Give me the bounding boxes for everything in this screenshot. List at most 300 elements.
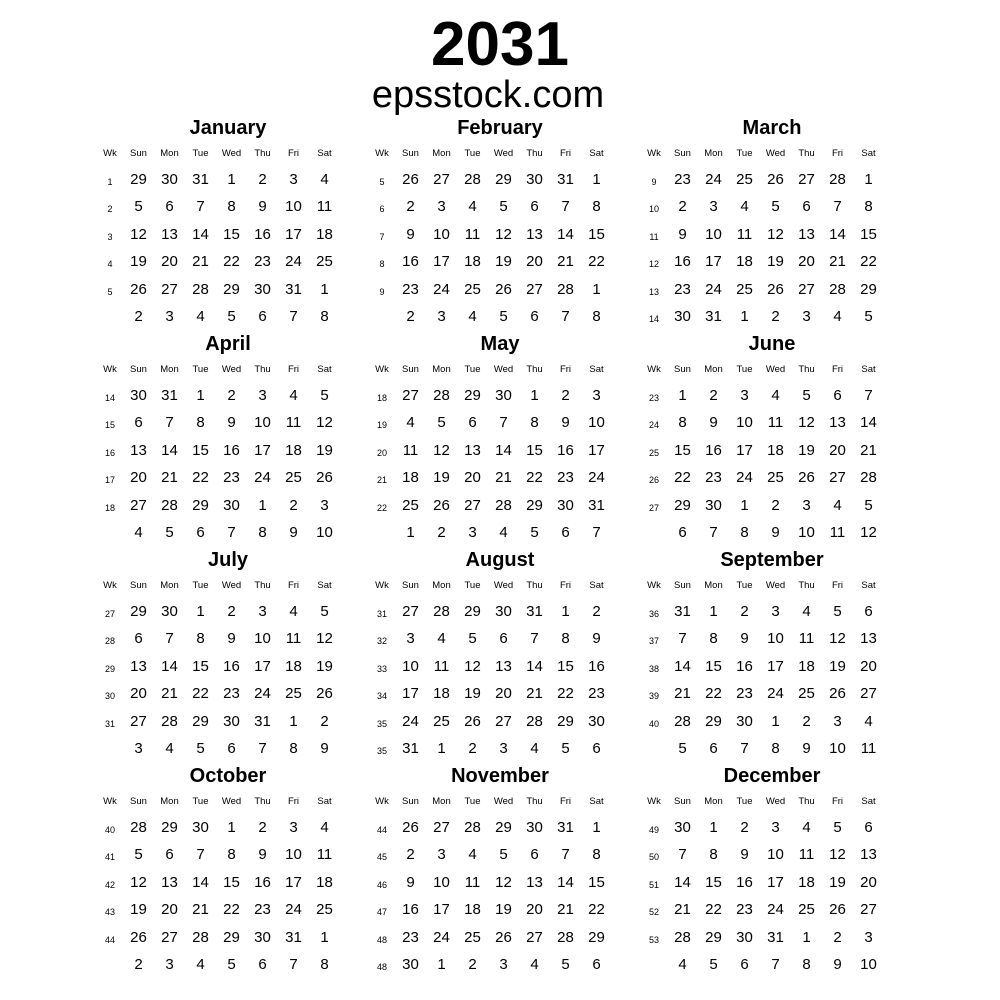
week-number: 13 [648, 286, 659, 297]
day-cell: 1 [320, 280, 329, 298]
day-cell: 26 [495, 280, 512, 298]
day-cell: 26 [829, 901, 846, 919]
weekday-header: Wed [493, 364, 514, 375]
day-cell: 31 [285, 928, 302, 946]
day-cell: 17 [254, 657, 271, 675]
day-cell: 21 [674, 685, 691, 703]
day-cell: 3 [165, 308, 174, 325]
day-cell: 23 [588, 685, 605, 703]
day-cell: 29 [860, 280, 877, 298]
day-cell: 4 [320, 171, 329, 188]
day-cell: 2 [561, 387, 570, 404]
day-cell: 15 [588, 873, 605, 891]
day-cell: 21 [557, 901, 574, 919]
day-cell: 4 [771, 387, 780, 404]
day-cell: 7 [678, 846, 687, 864]
day-cell: 16 [223, 441, 240, 459]
day-cell: 22 [192, 685, 209, 703]
day-cell: 7 [709, 524, 718, 541]
day-cell: 1 [709, 819, 718, 836]
weekday-header: Thu [254, 796, 271, 807]
day-cell: 6 [499, 630, 508, 648]
day-cell: 8 [227, 846, 236, 864]
day-cell: 12 [130, 225, 147, 243]
day-cell: 6 [165, 846, 174, 864]
weekday-header: Tue [192, 148, 209, 159]
day-cell: 26 [130, 928, 147, 946]
day-cell: 22 [223, 901, 240, 919]
day-cell: 22 [705, 685, 722, 703]
day-cell: 3 [802, 308, 811, 325]
day-cell: 21 [192, 253, 209, 271]
week-number: 31 [104, 718, 115, 729]
day-cell: 17 [767, 873, 784, 891]
week-number: 2 [107, 204, 113, 215]
day-cell: 6 [864, 603, 873, 620]
day-cell: 14 [674, 873, 691, 891]
week-number: 47 [376, 907, 387, 918]
day-cell: 30 [557, 496, 574, 514]
day-cell: 1 [196, 387, 205, 404]
day-cell: 18 [798, 657, 815, 675]
day-cell: 8 [258, 524, 267, 541]
weekday-header: Sat [317, 796, 332, 807]
day-cell: 10 [736, 414, 753, 432]
week-number: 37 [648, 636, 659, 647]
day-cell: 1 [592, 280, 601, 298]
day-cell: 5 [320, 603, 329, 620]
day-cell: 27 [402, 603, 419, 620]
weekday-header: Tue [736, 796, 753, 807]
week-number: 12 [648, 259, 659, 270]
day-cell: 3 [289, 819, 298, 836]
weekday-header: Tue [192, 364, 209, 375]
day-cell: 8 [320, 956, 329, 973]
day-cell: 31 [557, 819, 574, 836]
day-cell: 3 [406, 630, 415, 648]
day-cell: 2 [134, 956, 143, 973]
day-cell: 17 [433, 253, 450, 271]
day-cell: 21 [674, 901, 691, 919]
day-cell: 9 [320, 740, 329, 757]
week-number: 27 [648, 502, 659, 513]
day-cell: 15 [705, 657, 722, 675]
day-cell: 5 [530, 524, 539, 541]
day-cell: 11 [464, 225, 481, 243]
day-cell: 28 [130, 819, 147, 836]
month-name: January [189, 117, 267, 139]
day-cell: 19 [130, 253, 147, 271]
day-cell: 5 [437, 414, 446, 432]
day-cell: 27 [526, 280, 543, 298]
day-cell: 30 [674, 308, 691, 325]
day-cell: 26 [464, 712, 481, 730]
weekday-header: Sun [130, 796, 147, 807]
day-cell: 5 [864, 496, 873, 514]
month-name: October [189, 765, 267, 787]
day-cell: 2 [258, 819, 267, 836]
day-cell: 9 [592, 630, 601, 648]
day-cell: 1 [802, 928, 811, 946]
day-cell: 19 [316, 657, 333, 675]
day-cell: 4 [833, 496, 842, 514]
weekday-header: Sat [589, 364, 604, 375]
week-number: 28 [104, 636, 115, 647]
day-cell: 4 [833, 308, 842, 325]
day-cell: 4 [165, 740, 174, 757]
day-cell: 3 [437, 198, 446, 216]
day-cell: 4 [530, 956, 539, 973]
week-number: 35 [376, 746, 387, 756]
day-cell: 6 [833, 387, 842, 404]
week-number: 40 [104, 825, 115, 835]
day-cell: 5 [678, 740, 687, 757]
day-cell: 29 [130, 603, 147, 620]
day-cell: 13 [526, 225, 543, 243]
day-cell: 29 [161, 819, 178, 836]
day-cell: 12 [130, 873, 147, 891]
day-cell: 20 [526, 901, 543, 919]
day-cell: 9 [740, 630, 749, 648]
day-cell: 30 [161, 171, 178, 188]
weekday-header: Mon [160, 796, 179, 807]
day-cell: 25 [285, 469, 302, 487]
day-cell: 12 [495, 873, 512, 891]
day-cell: 14 [860, 414, 877, 432]
day-cell: 7 [165, 630, 174, 648]
day-cell: 27 [798, 171, 815, 188]
week-number-header: Wk [647, 148, 661, 159]
week-number: 16 [104, 447, 115, 458]
day-cell: 21 [829, 253, 846, 271]
day-cell: 11 [285, 630, 302, 648]
day-cell: 27 [130, 712, 147, 730]
day-cell: 9 [678, 225, 687, 243]
day-cell: 22 [526, 469, 543, 487]
day-cell: 22 [223, 253, 240, 271]
day-cell: 28 [829, 280, 846, 298]
day-cell: 1 [437, 956, 446, 973]
week-number: 8 [379, 259, 385, 270]
weekday-header: Tue [736, 580, 753, 591]
weekday-header: Sun [402, 580, 419, 591]
weekday-header: Mon [160, 580, 179, 591]
day-cell: 6 [530, 846, 539, 864]
weekday-header: Tue [464, 148, 481, 159]
day-cell: 4 [740, 198, 749, 216]
weekday-header: Wed [765, 796, 786, 807]
day-cell: 25 [433, 712, 450, 730]
day-cell: 9 [227, 414, 236, 432]
day-cell: 5 [227, 308, 236, 325]
week-number: 17 [104, 475, 115, 486]
day-cell: 28 [674, 928, 691, 946]
day-cell: 5 [134, 198, 143, 216]
month-name: June [748, 333, 796, 355]
weekday-header: Sat [861, 796, 876, 807]
day-cell: 20 [161, 901, 178, 919]
day-cell: 7 [592, 524, 601, 541]
week-number-header: Wk [103, 796, 117, 807]
week-number-header: Wk [103, 580, 117, 591]
day-cell: 5 [833, 603, 842, 620]
day-cell: 29 [705, 712, 722, 730]
day-cell: 12 [316, 630, 333, 648]
day-cell: 3 [258, 603, 267, 620]
day-cell: 1 [437, 740, 446, 757]
day-cell: 6 [530, 308, 539, 325]
day-cell: 7 [227, 524, 236, 541]
day-cell: 11 [285, 414, 302, 432]
day-cell: 16 [557, 441, 574, 459]
week-number: 9 [379, 286, 385, 297]
day-cell: 23 [254, 901, 271, 919]
day-cell: 8 [196, 630, 205, 648]
day-cell: 14 [161, 441, 178, 459]
weekday-header: Mon [160, 364, 179, 375]
day-cell: 4 [289, 387, 298, 404]
day-cell: 31 [705, 308, 722, 325]
day-cell: 3 [437, 308, 446, 325]
day-cell: 1 [740, 496, 749, 514]
week-number: 44 [376, 825, 387, 835]
day-cell: 29 [192, 712, 209, 730]
day-cell: 4 [468, 308, 477, 325]
day-cell: 24 [285, 253, 302, 271]
weekday-header: Mon [704, 148, 723, 159]
day-cell: 30 [254, 928, 271, 946]
day-cell: 8 [864, 198, 873, 216]
weekday-header: Thu [254, 580, 271, 591]
day-cell: 27 [433, 171, 450, 188]
day-cell: 29 [464, 603, 481, 620]
day-cell: 4 [530, 740, 539, 757]
day-cell: 8 [771, 740, 780, 757]
day-cell: 23 [705, 469, 722, 487]
day-cell: 25 [736, 171, 753, 188]
day-cell: 6 [530, 198, 539, 216]
weekday-header: Thu [526, 796, 543, 807]
day-cell: 5 [499, 198, 508, 216]
day-cell: 15 [674, 441, 691, 459]
day-cell: 8 [592, 846, 601, 864]
weekday-header: Wed [765, 148, 786, 159]
weekday-header: Sun [402, 148, 419, 159]
day-cell: 23 [402, 280, 419, 298]
day-cell: 16 [223, 657, 240, 675]
day-cell: 28 [433, 603, 450, 620]
day-cell: 1 [864, 171, 873, 188]
day-cell: 19 [829, 873, 846, 891]
day-cell: 26 [130, 280, 147, 298]
day-cell: 21 [192, 901, 209, 919]
day-cell: 3 [709, 198, 718, 216]
day-cell: 15 [223, 225, 240, 243]
week-number: 6 [379, 204, 385, 215]
weekday-header: Tue [464, 580, 481, 591]
weekday-header: Mon [432, 580, 451, 591]
day-cell: 8 [678, 414, 687, 432]
week-number: 53 [648, 934, 659, 945]
week-number: 1 [107, 177, 113, 187]
day-cell: 25 [316, 901, 333, 919]
day-cell: 28 [161, 496, 178, 514]
day-cell: 28 [557, 280, 574, 298]
day-cell: 29 [495, 171, 512, 188]
day-cell: 14 [161, 657, 178, 675]
day-cell: 30 [495, 387, 512, 404]
day-cell: 6 [592, 740, 601, 757]
day-cell: 12 [464, 657, 481, 675]
day-cell: 28 [192, 280, 209, 298]
day-cell: 20 [161, 253, 178, 271]
day-cell: 28 [860, 469, 877, 487]
day-cell: 7 [740, 740, 749, 757]
day-cell: 2 [406, 846, 415, 864]
day-cell: 3 [499, 740, 508, 757]
weekday-header: Fri [559, 364, 572, 375]
day-cell: 12 [316, 414, 333, 432]
weekday-header: Thu [254, 148, 271, 159]
day-cell: 4 [468, 198, 477, 216]
day-cell: 23 [674, 171, 691, 188]
day-cell: 5 [833, 819, 842, 836]
day-cell: 10 [588, 414, 605, 432]
day-cell: 9 [227, 630, 236, 648]
weekday-header: Thu [798, 580, 815, 591]
day-cell: 12 [829, 630, 846, 648]
week-number-header: Wk [647, 364, 661, 375]
day-cell: 11 [464, 873, 481, 891]
week-number-header: Wk [375, 796, 389, 807]
day-cell: 10 [705, 225, 722, 243]
weekday-header: Sun [674, 364, 691, 375]
day-cell: 13 [464, 441, 481, 459]
day-cell: 1 [227, 819, 236, 836]
day-cell: 4 [499, 524, 508, 541]
day-cell: 7 [833, 198, 842, 216]
day-cell: 8 [196, 414, 205, 432]
day-cell: 20 [798, 253, 815, 271]
day-cell: 3 [437, 846, 446, 864]
weekday-header: Tue [736, 148, 753, 159]
day-cell: 12 [433, 441, 450, 459]
day-cell: 9 [833, 956, 842, 973]
day-cell: 3 [165, 956, 174, 973]
day-cell: 20 [130, 685, 147, 703]
day-cell: 13 [526, 873, 543, 891]
weekday-header: Thu [798, 796, 815, 807]
weekday-header: Wed [493, 796, 514, 807]
day-cell: 10 [767, 846, 784, 864]
day-cell: 1 [592, 171, 601, 188]
weekday-header: Sat [317, 364, 332, 375]
day-cell: 28 [433, 387, 450, 404]
week-number: 5 [107, 286, 113, 297]
week-number: 31 [376, 609, 387, 619]
day-cell: 12 [798, 414, 815, 432]
weekday-header: Tue [464, 364, 481, 375]
day-cell: 5 [227, 956, 236, 973]
day-cell: 30 [495, 603, 512, 620]
day-cell: 2 [592, 603, 601, 620]
day-cell: 8 [561, 630, 570, 648]
day-cell: 30 [161, 603, 178, 620]
week-number: 25 [648, 447, 659, 458]
day-cell: 17 [736, 441, 753, 459]
day-cell: 4 [320, 819, 329, 836]
day-cell: 7 [561, 308, 570, 325]
day-cell: 18 [433, 685, 450, 703]
day-cell: 14 [192, 225, 209, 243]
weekday-header: Mon [704, 796, 723, 807]
month-name: August [465, 549, 535, 571]
day-cell: 5 [561, 956, 570, 973]
week-number: 50 [648, 852, 659, 863]
day-cell: 16 [705, 441, 722, 459]
day-cell: 16 [736, 873, 753, 891]
day-cell: 4 [289, 603, 298, 620]
day-cell: 13 [161, 873, 178, 891]
day-cell: 3 [833, 712, 842, 730]
weekday-header: Sat [861, 364, 876, 375]
day-cell: 9 [289, 524, 298, 541]
day-cell: 30 [223, 712, 240, 730]
day-cell: 18 [285, 657, 302, 675]
week-number: 23 [648, 393, 659, 403]
day-cell: 20 [464, 469, 481, 487]
day-cell: 27 [161, 280, 178, 298]
day-cell: 28 [526, 712, 543, 730]
day-cell: 27 [860, 685, 877, 703]
day-cell: 5 [165, 524, 174, 541]
day-cell: 15 [526, 441, 543, 459]
day-cell: 28 [557, 928, 574, 946]
day-cell: 15 [192, 657, 209, 675]
week-number: 38 [648, 663, 659, 674]
week-number-header: Wk [375, 148, 389, 159]
day-cell: 31 [285, 280, 302, 298]
week-number: 18 [376, 393, 387, 403]
day-cell: 30 [674, 819, 691, 836]
day-cell: 4 [802, 819, 811, 836]
day-cell: 22 [557, 685, 574, 703]
weekday-header: Fri [831, 580, 844, 591]
day-cell: 30 [526, 171, 543, 188]
day-cell: 24 [285, 901, 302, 919]
day-cell: 14 [192, 873, 209, 891]
day-cell: 7 [289, 308, 298, 325]
day-cell: 14 [495, 441, 512, 459]
day-cell: 26 [316, 685, 333, 703]
day-cell: 16 [674, 253, 691, 271]
day-cell: 2 [258, 171, 267, 188]
day-cell: 19 [495, 253, 512, 271]
weekday-header: Wed [221, 580, 242, 591]
day-cell: 27 [130, 496, 147, 514]
day-cell: 2 [289, 496, 298, 514]
day-cell: 1 [740, 308, 749, 325]
weekday-header: Sat [589, 796, 604, 807]
day-cell: 4 [437, 630, 446, 648]
week-number: 24 [648, 420, 659, 431]
day-cell: 30 [130, 387, 147, 404]
day-cell: 9 [406, 225, 415, 243]
day-cell: 23 [254, 253, 271, 271]
day-cell: 21 [161, 469, 178, 487]
day-cell: 1 [406, 524, 415, 541]
month-name: November [451, 765, 549, 787]
